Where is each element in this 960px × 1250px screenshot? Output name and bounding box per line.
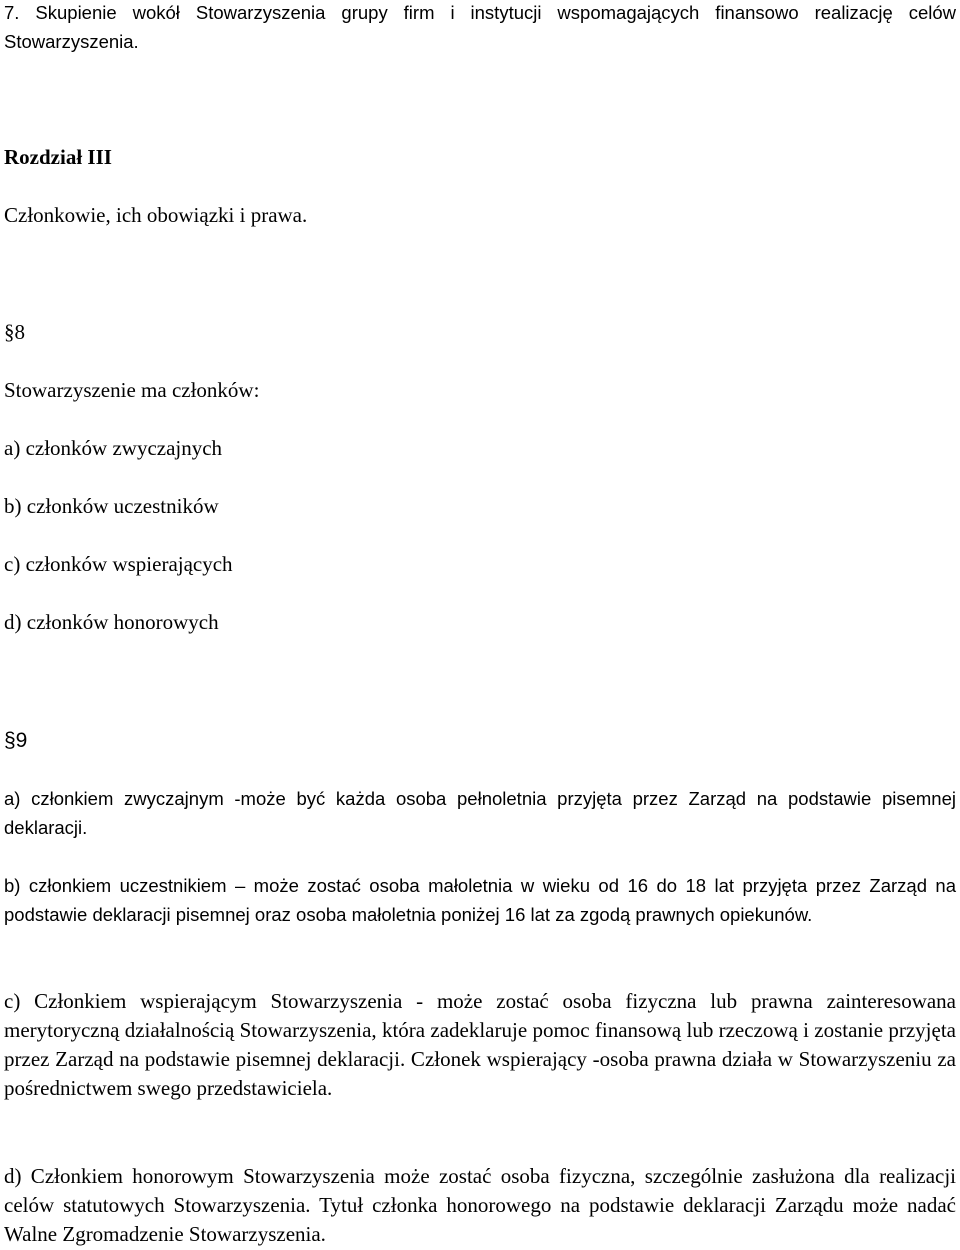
section-8-item-c: c) członków wspierających xyxy=(4,552,233,576)
section-8-item-a: a) członków zwyczajnych xyxy=(4,436,223,460)
section-8-item-b: b) członków uczestników xyxy=(4,494,219,518)
item-7-text: 7. Skupienie wokół Stowarzyszenia grupy firm i instytucji wspomagających finansowo realizację celów Stowarzyszenia. xyxy=(4,2,956,52)
chapter-title: Członkowie, ich obowiązki i prawa. xyxy=(4,203,308,227)
section-9-paragraph-b: b) członkiem uczestnikiem – może zostać osoba małoletnia w wieku od 16 do 18 lat przyjęta przez Zarząd na podstawie deklaracji pisemnej oraz osoba małoletnia poniżej 16 lat za zgodą prawnych opiekunów. xyxy=(4,875,956,925)
section-8-intro: Stowarzyszenie ma członków: xyxy=(4,378,260,402)
section-9-paragraph-c: c) Członkiem wspierającym Stowarzyszenia - może zostać osoba fizyczna lub prawna zainteresowana merytoryczną działalnością Stowarzyszenia, która zadeklaruje pomoc finansową lub rzeczową i zostanie przyjęta przez Zarząd na podstawie pisemnej deklaracji. Członek wspierający -osoba prawna działa w Stowarzyszeniu za pośrednictwem swego przedstawiciela. xyxy=(4,989,956,1100)
section-9-paragraph-a: a) członkiem zwyczajnym -może być każda osoba pełnoletnia przyjęta przez Zarząd na podstawie pisemnej deklaracji. xyxy=(4,788,956,838)
chapter-heading: Rozdział III xyxy=(4,145,112,169)
section-8-item-d: d) członków honorowych xyxy=(4,610,219,634)
section-9-symbol: §9 xyxy=(4,729,28,752)
section-9-paragraph-d: d) Członkiem honorowym Stowarzyszenia może zostać osoba fizyczna, szczególnie zasłużona dla realizacji celów statutowych Stowarzyszenia. Tytuł członka honorowego na podstawie deklaracji Zarządu może nadać Walne Zgromadzenie Stowarzyszenia. xyxy=(4,1164,956,1246)
section-8-symbol: §8 xyxy=(4,320,25,344)
